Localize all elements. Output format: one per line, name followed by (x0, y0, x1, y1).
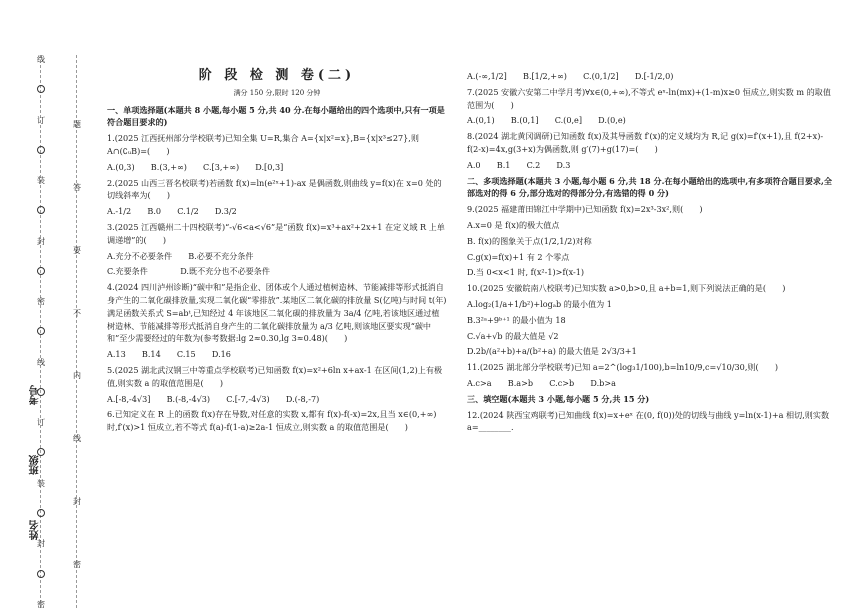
right-column (467, 70, 832, 437)
binding-hole-icon (37, 509, 45, 517)
question-text: B.3²ᵃ+9ᵇ⁺¹ 的最小值为 18 (467, 314, 566, 325)
binding-label: 封 (36, 236, 46, 245)
binding-inner-label: 封 (72, 497, 82, 506)
question-text: 10.(2025 安徽皖南八校联考)已知实数 a>0,b>0,且 a+b=1,则下列说法正确的是( ) (467, 283, 786, 294)
binding-hole-icon (37, 267, 45, 275)
question-text: 3.(2025 江西赣州二十四校联考)“-√6<a<√6”是“函数 f(x)=x³+ax²+2x+1 在定义域 R 上单调递增”的( ) (107, 221, 445, 245)
answer-options: A.c>a B.a>b C.c>b D.b>a (467, 377, 616, 388)
question-text: A.log₂(1/a+1/b²)+logₐb 的最小值为 1 (467, 298, 612, 309)
answer-options: A.(-∞,1/2] B.[1/2,+∞) C.(0,1/2] D.[-1/2,0) (467, 71, 674, 81)
field-exam-number: 考号 (30, 385, 41, 405)
answer-options: A.(0,3) B.(3,+∞) C.[3,+∞) D.[0,3] (107, 161, 284, 172)
answer-options: A.13 B.14 C.15 D.16 (107, 349, 231, 360)
binding-hole-icon (37, 327, 45, 335)
page-title: 阶 段 检 测 卷(二) (198, 68, 356, 83)
binding-inner-labels (69, 120, 85, 568)
binding-strip (0, 0, 92, 608)
binding-label: 密 (36, 599, 46, 608)
binding-inner-label: 要 (72, 245, 82, 254)
binding-label: 订 (36, 418, 46, 427)
question-text: C.g(x)=f(x)+1 有 2 个零点 (467, 251, 570, 262)
binding-label: 装 (36, 478, 46, 487)
question-text: 2.(2025 山西三晋名校联考)若函数 f(x)=ln(e²ˣ+1)-ax 是偶函数,则曲线 y=f(x)在 x=0 处的切线斜率为( ) (107, 177, 442, 201)
field-class: 班级 (30, 455, 41, 475)
binding-inner-label: 答 (72, 182, 82, 191)
binding-label: 订 (36, 115, 46, 124)
question-text: B. f(x)的图象关于点(1/2,1/2)对称 (467, 235, 592, 246)
question-text: D.当 0<x<1 时, f(x²-1)>f(x-1) (467, 267, 585, 278)
answer-options: A.(0,1) B.(0,1] C.(0,e] D.(0,e) (467, 115, 626, 126)
question-text: C.√a+√b 的最大值是 √2 (467, 330, 559, 341)
question-text: 4.(2024 四川泸州诊断)“碳中和”是指企业、团体或个人通过植树造林、节能减排等形式抵消自身产生的二氧化碳排放量,实现二氧化碳“零排放”.某地区二氧化碳的排放量 S(亿吨)与时间 t(年)满足函数关系式 S=abᵗ,已知经过 4 年该地区二氧化碳的排放量为 3a/4 亿吨,若该地区通过植树造林、节能减排等形式抵消自身产生的二氧化碳排放量为 a/3 亿吨,则该地区要实现“碳中和”至少需要经过的年数为(参考数据:lg 2≈0.30,lg 3≈0.48)( ) (107, 282, 447, 344)
binding-inner-label: 线 (72, 434, 82, 443)
binding-label: 线 (36, 55, 46, 63)
question-text: 9.(2025 福建莆田锦江中学期中)已知函数 f(x)=2x³-3x²,则( ) (467, 204, 703, 215)
binding-hole-icon (37, 85, 45, 93)
binding-inner-label: 密 (72, 559, 82, 568)
section-heading: 一、单项选择题(本题共 8 小题,每小题 5 分,共 40 分.在每小题给出的四个选项中,只有一项是符合题目要求的) (107, 104, 445, 128)
answer-options: A.-1/2 B.0 C.1/2 D.3/2 (107, 206, 237, 217)
field-name: 姓名 (30, 520, 41, 540)
answer-options: A.[-8,-4√3] B.(-8,-4√3) C.[-7,-4√3) D.(-8,-7) (107, 393, 320, 404)
binding-inner-label: 不 (72, 308, 82, 317)
question-text: 5.(2025 湖北武汉钢三中等重点学校联考)已知函数 f(x)=x²+6ln x+ax-1 在区间(1,2)上有极值,则实数 a 的取值范围是( ) (107, 364, 443, 388)
binding-label: 封 (36, 539, 46, 548)
question-text: A.充分不必要条件 B.必要不充分条件 (107, 250, 254, 261)
question-text: 7.(2025 安徽六安第二中学月考)∀x∈(0,+∞),不等式 eˣ-ln(mx)+(1-m)x≥0 恒成立,则实数 m 的取值范围为( ) (467, 86, 831, 110)
question-text: 1.(2025 江西抚州部分学校联考)已知全集 U=R,集合 A={x|x²=x},B={x|x³≤27},则 A∩(∁ᵤB)=( ) (107, 133, 419, 156)
question-text: C.充要条件 D.既不充分也不必要条件 (107, 266, 270, 277)
binding-hole-icon (37, 206, 45, 214)
binding-inner-label: 题 (72, 120, 82, 128)
section-heading: 三、填空题(本题共 3 小题,每小题 5 分,共 15 分) (467, 393, 650, 404)
question-text: 12.(2024 陕西宝鸡联考)已知曲线 f(x)=x+eˣ 在(0, f(0))处的切线与曲线 y=ln(x-1)+a 相切,则实数 a=________. (467, 409, 830, 433)
section-heading: 二、多项选择题(本题共 3 小题,每小题 6 分,共 18 分.在每小题给出的选项中,有多项符合题目要求,全部选对的得 6 分,部分选对的得部分分,有选错的得 0 分) (467, 175, 832, 199)
answer-options: A.0 B.1 C.2 D.3 (467, 159, 571, 170)
left-column (107, 70, 447, 437)
question-text: 6.已知定义在 R 上的函数 f(x)存在导数,对任意的实数 x,都有 f(x)-f(-x)=2x,且当 x∈(0,+∞)时,f′(x)>1 恒成立,若不等式 f(a)-f(1-a)≥2a-1 恒成立,则实数 a 的取值范围是( ) (107, 409, 437, 433)
page-subtitle: 满分 150 分,限时 120 分钟 (233, 88, 321, 97)
binding-hole-icon (37, 570, 45, 578)
question-text: 11.(2025 湖北部分学校联考)已知 a=2^(log₃1/100),b=ln10/9,c=√10/30,则( ) (467, 362, 778, 373)
question-text: A.x=0 是 f(x)的极大值点 (467, 219, 560, 230)
binding-hole-icon (37, 146, 45, 154)
binding-inner-label: 内 (72, 371, 82, 380)
question-text: D.2b/(a²+b)+a/(b²+a) 的最大值是 2√3/3+1 (467, 346, 637, 357)
binding-label: 线 (36, 357, 46, 366)
binding-label: 装 (36, 176, 46, 185)
binding-label: 密 (36, 297, 46, 306)
question-text: 8.(2024 湖北黄冈调研)已知函数 f(x)及其导函数 f′(x)的定义域均为 R,记 g(x)=f′(x+1),且 f(2+x)-f(2-x)=4x,g(3+x)为偶函数,则 g′(7)+g(17)=( ) (467, 131, 824, 154)
